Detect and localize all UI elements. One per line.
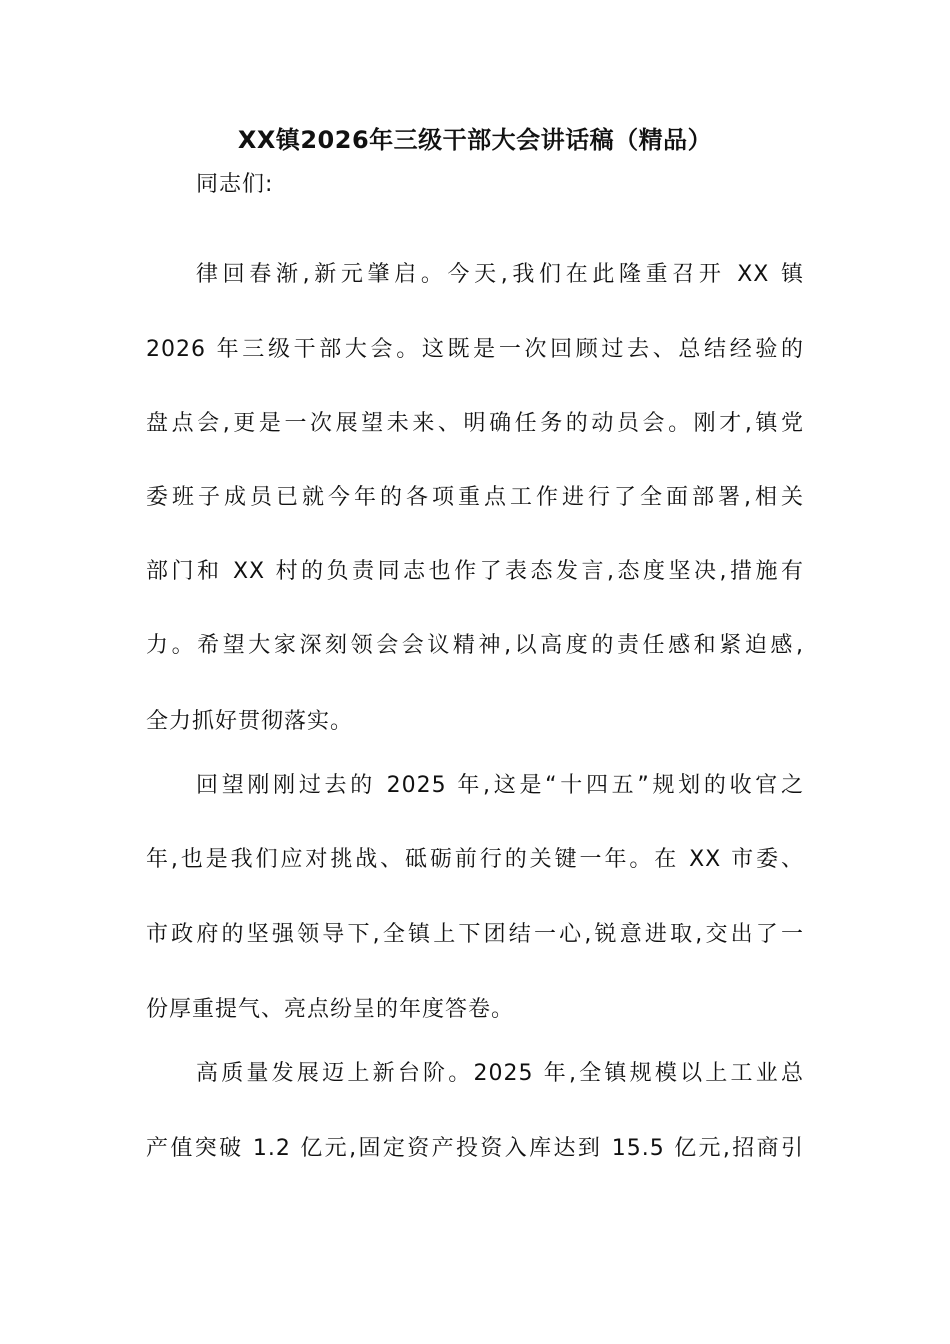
paragraph-1-line-3: 盘点会,更是一次展望未来、明确任务的动员会。刚才,镇党 [146,411,804,436]
paragraph-1-line-5: 部门和 XX 村的负责同志也作了表态发言,态度坚决,措施有 [146,559,804,584]
greeting: 同志们: [196,172,274,197]
paragraph-1-line-2: 2026 年三级干部大会。这既是一次回顾过去、总结经验的 [146,337,804,362]
paragraph-1-line-1: 律回春渐,新元肇启。今天,我们在此隆重召开 XX 镇 [196,262,804,287]
paragraph-2-line-4: 份厚重提气、亮点纷呈的年度答卷。 [146,997,515,1022]
paragraph-2-line-2: 年,也是我们应对挑战、砥砺前行的关键一年。在 XX 市委、 [146,847,804,872]
paragraph-2-line-1: 回望刚刚过去的 2025 年,这是“十四五”规划的收官之 [196,773,804,798]
paragraph-3-line-2: 产值突破 1.2 亿元,固定资产投资入库达到 15.5 亿元,招商引 [146,1136,804,1161]
document-title: XX镇2026年三级干部大会讲话稿（精品） [237,126,713,154]
paragraph-1-line-4: 委班子成员已就今年的各项重点工作进行了全面部署,相关 [146,485,804,510]
paragraph-3-line-1: 高质量发展迈上新台阶。2025 年,全镇规模以上工业总 [196,1061,804,1086]
paragraph-1-line-7: 全力抓好贯彻落实。 [146,709,354,734]
paragraph-2-line-3: 市政府的坚强领导下,全镇上下团结一心,锐意进取,交出了一 [146,922,804,947]
paragraph-1-line-6: 力。希望大家深刻领会会议精神,以高度的责任感和紧迫感, [146,633,804,658]
